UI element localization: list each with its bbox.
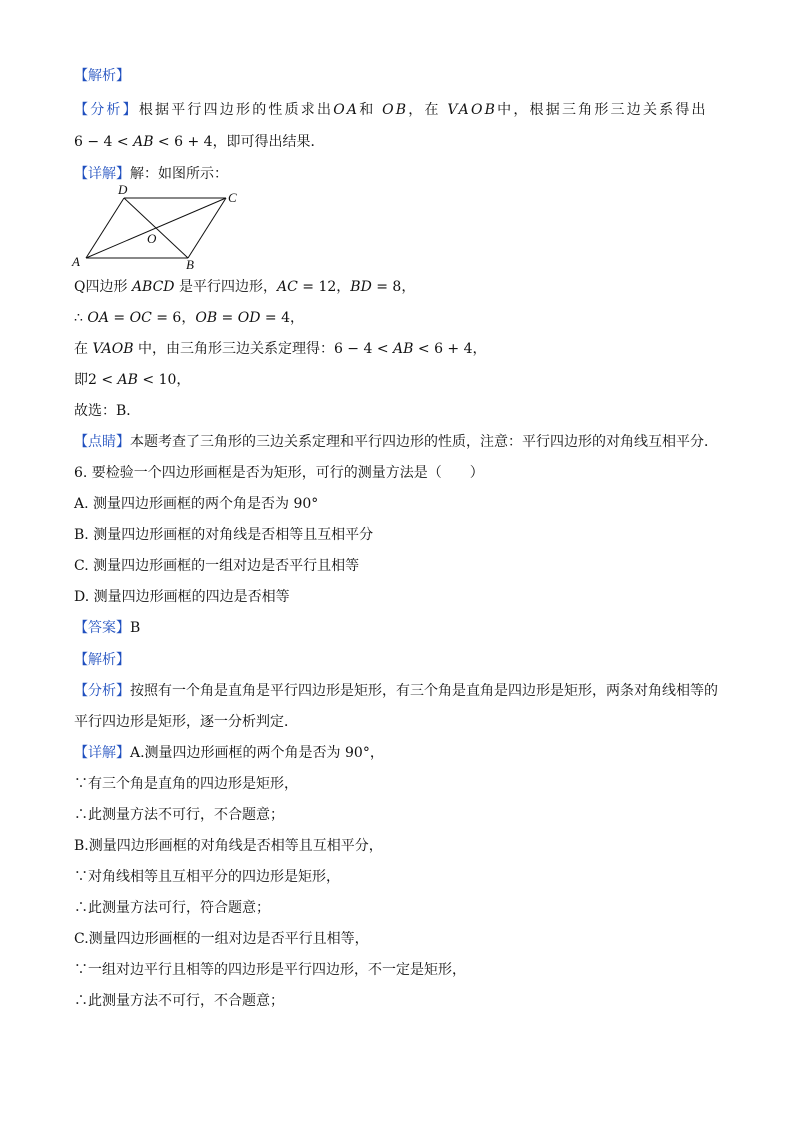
text-run: A.测量四边形画框的两个角是否为 90°，: [130, 745, 384, 761]
text-run: C.测量四边形画框的一组对边是否平行且相等，: [74, 931, 369, 947]
text-line: [74, 836, 383, 856]
section-label: 【解析】: [74, 652, 130, 668]
text-run: ，在: [408, 102, 448, 118]
text-line: [74, 712, 298, 732]
math-symbol: BD: [350, 279, 372, 295]
parallelogram-figure: [68, 184, 258, 270]
text-line: [74, 432, 718, 452]
vertex-label-d: D: [118, 184, 128, 197]
center-label-o: O: [147, 231, 157, 246]
math-symbol: AB: [133, 134, 154, 150]
text-run: 中，由三角形三边关系定理得：6 − 4 <: [133, 341, 394, 357]
text-line: [74, 463, 484, 483]
text-line: [74, 66, 130, 86]
text-run: = 4，: [260, 310, 304, 326]
text-run: = 6，: [151, 310, 196, 326]
text-line: [74, 774, 298, 794]
text-line: [74, 556, 359, 576]
math-symbol: AC: [277, 279, 298, 295]
text-run: ∴此测量方法可行，符合题意；: [74, 900, 270, 916]
text-line: [74, 805, 284, 825]
side-bc: [188, 198, 226, 258]
text-run: D. 测量四边形画框的四边是否相等: [74, 589, 290, 605]
text-run: ∴此测量方法不可行，不合题意；: [74, 807, 284, 823]
diagonal-bd: [124, 198, 188, 258]
text-run: ∴: [74, 310, 88, 326]
math-symbol: ABCD: [131, 279, 175, 295]
text-line: [74, 867, 340, 887]
text-run: < 6 + 4: [153, 134, 213, 150]
text-run: Q四边形: [74, 279, 132, 295]
section-label: 【详解】: [74, 166, 130, 182]
section-label: 【答案】: [74, 620, 130, 636]
section-label: 【详解】: [74, 745, 130, 761]
math-symbol: OD: [237, 310, 261, 326]
text-line: [74, 164, 228, 184]
math-symbol: VAOB: [447, 102, 498, 118]
text-line: [74, 650, 130, 670]
text-line: [74, 587, 290, 607]
text-run: 根据平行四边形的性质求出: [138, 102, 334, 118]
text-run: ∴此测量方法不可行，不合题意；: [74, 993, 284, 1009]
section-label: 【分析】: [74, 683, 130, 699]
text-line: [74, 618, 140, 638]
text-run: ∵一组对边平行且相等的四边形是平行四边形，不一定是矩形，: [74, 962, 466, 978]
text-line: [74, 494, 318, 514]
math-symbol: OA: [87, 310, 109, 326]
section-label: 【点睛】: [74, 434, 130, 450]
text-line: [74, 681, 718, 701]
text-line: [74, 308, 304, 328]
text-run: 6 − 4 <: [74, 134, 134, 150]
section-label: 【分析】: [74, 102, 139, 118]
text-run: 中，根据三角形三边关系得出: [497, 102, 708, 118]
text-line: [74, 100, 708, 120]
math-symbol: OC: [129, 310, 152, 326]
text-run: < 10，: [137, 372, 191, 388]
math-symbol: AB: [393, 341, 414, 357]
parallelogram-diagram: [68, 184, 258, 270]
text-run: 解：如图所示：: [130, 166, 228, 182]
text-run: ∵对角线相等且互相平分的四边形是矩形，: [74, 869, 340, 885]
text-run: B.测量四边形画框的对角线是否相等且互相平分，: [74, 838, 383, 854]
text-line: [74, 401, 140, 421]
text-run: 本题考查了三角形的三边关系定理和平行四边形的性质，注意：平行四边形的对角线互相平分．: [130, 434, 718, 450]
text-run: 在: [74, 341, 93, 357]
text-run: 即2 <: [74, 372, 118, 388]
text-line: [74, 898, 270, 918]
vertex-label-c: C: [228, 190, 237, 205]
text-line: [74, 960, 466, 980]
math-symbol: OB: [382, 102, 409, 118]
math-symbol: AB: [117, 372, 138, 388]
text-run: ∵有三个角是直角的四边形是矩形，: [74, 776, 298, 792]
text-run: = 12，: [297, 279, 351, 295]
text-run: 按照有一个角是直角是平行四边形是矩形，有三个角是直角是四边形是矩形，两条对角线相等的: [130, 683, 718, 699]
text-line: [74, 929, 369, 949]
text-line: [74, 525, 373, 545]
text-run: < 6 + 4，: [413, 341, 487, 357]
text-line: [74, 991, 284, 1011]
text-run: 故选：B．: [74, 403, 141, 419]
section-label: 【解析】: [74, 68, 130, 84]
math-symbol: VAOB: [92, 341, 134, 357]
text-line: [74, 132, 325, 152]
text-line: [74, 277, 415, 297]
side-da: [86, 198, 124, 258]
math-symbol: OB: [195, 310, 218, 326]
text-run: 平行四边形是矩形，逐一分析判定．: [74, 714, 298, 730]
text-run: = 8，: [371, 279, 416, 295]
text-run: 和: [359, 102, 383, 118]
math-symbol: OA: [333, 102, 360, 118]
text-run: 6. 要检验一个四边形画框是否为矩形，可行的测量方法是（ ）: [74, 465, 484, 481]
text-run: A. 测量四边形画框的两个角是否为 90°: [74, 496, 319, 512]
text-run: =: [108, 310, 130, 326]
text-run: C. 测量四边形画框的一组对边是否平行且相等: [74, 558, 360, 574]
text-run: ，即可得出结果．: [212, 134, 325, 150]
text-line: [74, 339, 487, 359]
text-line: [74, 743, 384, 763]
vertex-label-a: A: [72, 254, 80, 269]
text-run: =: [217, 310, 238, 326]
text-run: B. 测量四边形画框的对角线是否相等且互相平分: [74, 527, 374, 543]
vertex-label-b: B: [186, 257, 194, 270]
text-run: B: [130, 620, 141, 636]
text-line: [74, 370, 190, 390]
text-run: 是平行四边形，: [174, 279, 277, 295]
